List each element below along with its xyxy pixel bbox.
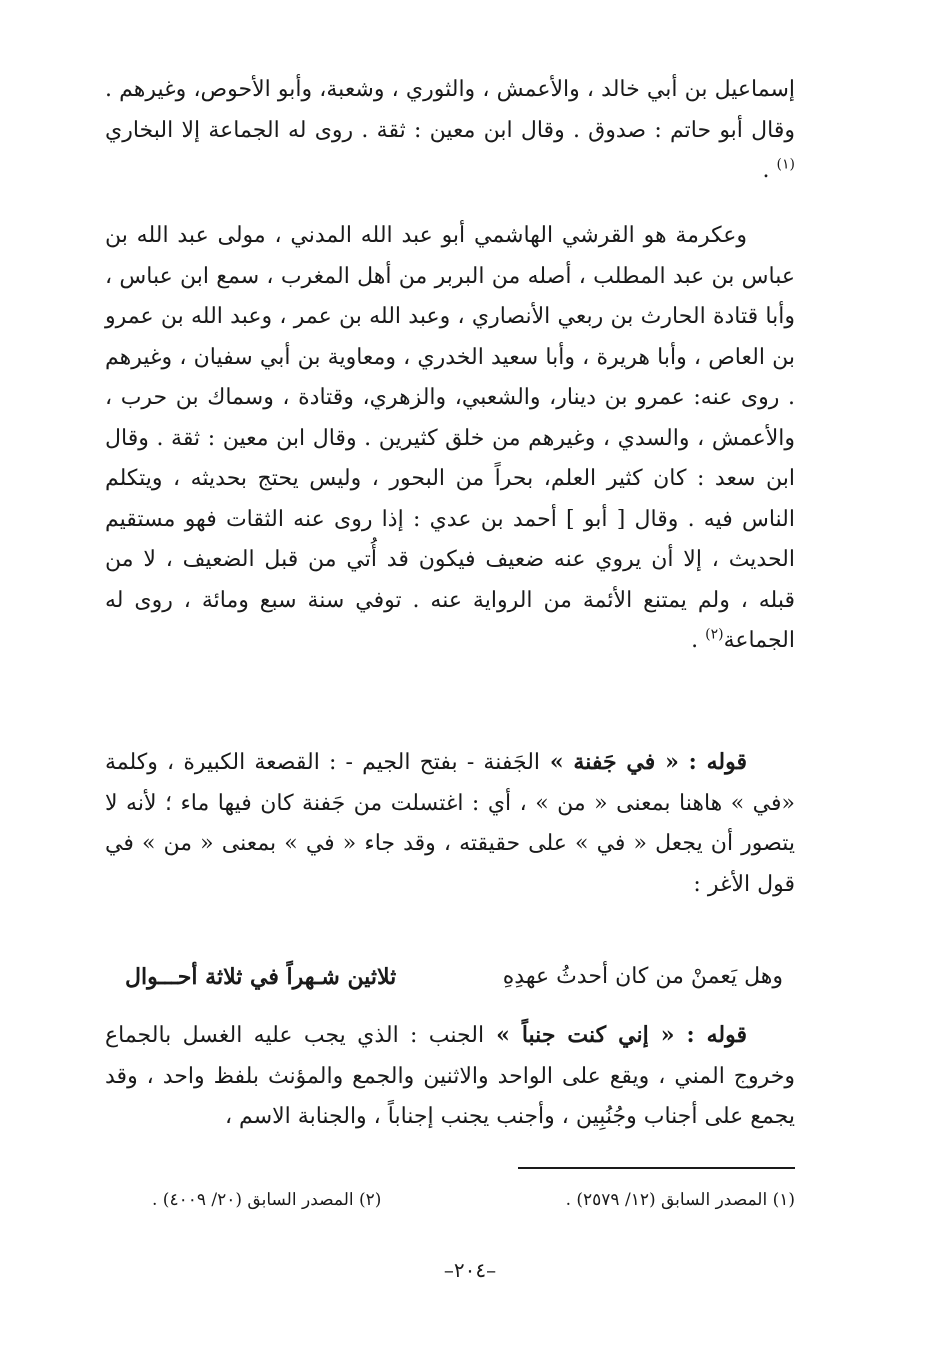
footnote-separator [518,1167,795,1169]
page-number: –٢٠٤– [443,1258,497,1282]
paragraph-tail: . [691,628,706,653]
paragraph-text: الجَفنة - بفتح الجيم - : القصعة الكبيرة ، وكلمة «في » هاهنا بمعنى « من » ، أي : اغتسلت من جَفنة كان فيها ماء ؛ لأنه لا يتصور أن يجعل « في » على حقيقته ، وقد جاء « في » بمعنى « من » في قول الأغر : [105,750,796,897]
paragraph-text: إسماعيل بن أبي خالد ، والأعمش ، والثوري ، وشعبة، وأبو الأحوص، وغيرهم . وقال أبو حاتم : صدوق . وقال ابن معين : ثقة . روى له الجماعة إلا البخاري [105,77,795,143]
paragraph-text: وعكرمة هو القرشي الهاشمي أبو عبد الله المدني ، مولى عبد الله بن عباس بن عبد المطلب ، أصله من البربر من أهل المغرب ، سمع ابن عباس ، وأبا قتادة الحارث بن ربعي الأنصاري ، وعبد الله بن عمر ، وعبد الله بن عمرو بن العاص ، وأبا هريرة ، وأبا سعيد الخدري ، ومعاوية بن أبي سفيان ، وغيرهم . روى عنه: عمرو بن دينار، والشعبي، والزهري، وقتادة ، وسماك بن حرب ، والأعمش ، والسدي ، وغيرهم من خلق كثيرين . وقال ابن معين : ثقة . وقال ابن سعد : كان كثير العلم، بحراً من البحور ، وليس يحتج بحديثه ، ويتكلم الناس فيه . وقال [ أبو ] أحمد بن عدي : إذا روى عنه الثقات فهو مستقيم الحديث ، إلا أن يروي عنه ضعيف فيكون قد أُتي من قبل الضعيف ، لا من قبله ، ولم يمتنع الأئمة من الرواية عنه . توفي سنة سبع ومائة ، روى له الجماعة [105,223,795,653]
quoted-phrase-fi-jafnah: قوله : « في جَفنة » [540,749,747,775]
paragraph-narrators-ismail [105,70,795,192]
footnote-marker-2[interactable]: (٢) [705,626,724,643]
paragraph-tail: . [762,158,777,183]
paragraph-text: الجنب : الذي يجب عليه الغسل بالجماع وخروج المني ، ويقع على الواحد والاثنين والجمع والمؤنث بلفظ واحد ، وقد يجمع على أجناب وجُنُبِين ، وأجنب يجنب إجناباً ، والجنابة الاسم ، [105,1023,795,1129]
footnotes [105,1184,795,1216]
paragraph-junub-explanation [105,1015,795,1138]
footnote-marker-1[interactable]: (١) [776,156,795,173]
paragraph-ikrimah-biography [105,216,795,662]
verse-second-hemistich: ثلاثين شـهراً في ثلاثة أحـــوال [125,964,397,990]
poetry-verse [105,955,795,999]
paragraph-jafnah-explanation [105,742,795,905]
footnote-2: (٢) المصدر السابق (٢٠/ ٤٠٠٩) . [152,1190,382,1210]
quoted-phrase-inni-kuntu-junuban: قوله : « إني كنت جنباً » [484,1022,748,1048]
footnote-1: (١) المصدر السابق (١٢/ ٢٥٧٩) . [565,1190,795,1210]
verse-first-hemistich: وهل يَعمنْ من كان أحدثُ عهدِهِ [502,964,783,989]
